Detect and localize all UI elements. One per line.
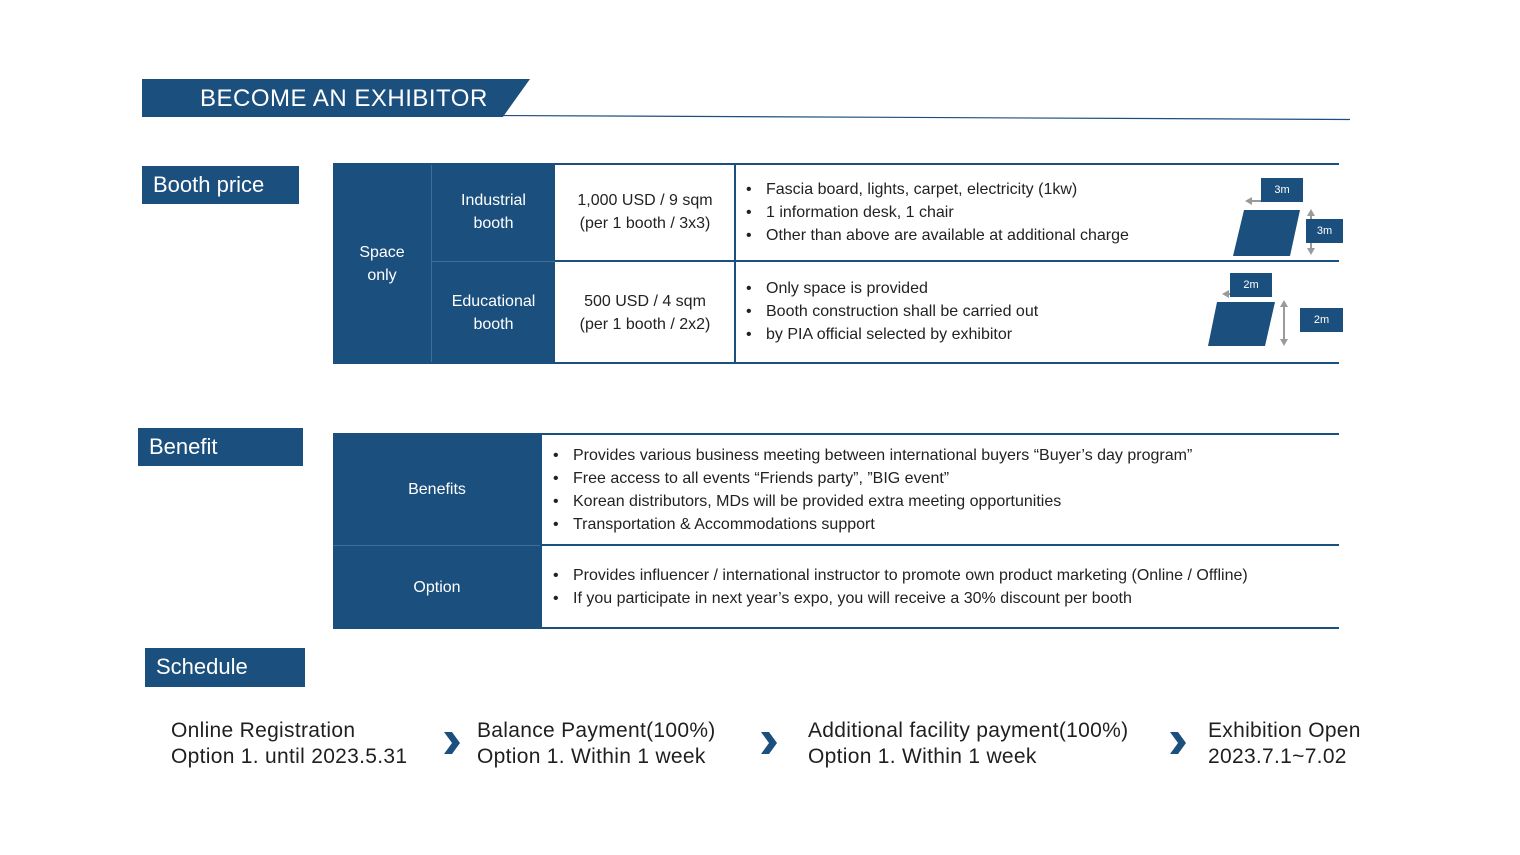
step-title: Exhibition Open [1208, 719, 1361, 742]
table-row-divider [541, 544, 1339, 546]
table-border-top [333, 163, 1339, 165]
space-only-cell: Space only [333, 163, 431, 364]
table-column-divider [540, 433, 542, 629]
schedule-step-registration [171, 718, 407, 770]
schedule-step-additional-payment [808, 718, 1128, 770]
step-detail: Option 1. until 2023.5.31 [171, 745, 408, 768]
section-label-booth-price: Booth price [142, 166, 299, 204]
step-title: Online Registration [171, 719, 356, 742]
dimension-tag-width: 2m [1230, 273, 1272, 297]
price-cell-educational [555, 261, 735, 364]
schedule-step-balance-payment [477, 718, 716, 770]
table-border-bottom [333, 627, 1339, 629]
section-label-benefit: Benefit [138, 428, 303, 466]
table-column-divider [734, 163, 736, 364]
table-border-top [333, 433, 1339, 435]
benefits-list [553, 444, 1192, 536]
depth-arrowhead-top [1280, 300, 1288, 307]
list-item: • Booth construction shall be carried out [746, 300, 1038, 323]
page-title: BECOME AN EXHIBITOR [200, 85, 488, 112]
price-value: 500 USD / 4 sqm [584, 292, 706, 310]
dimension-tag-depth: 2m [1300, 308, 1343, 332]
list-item: • Provides various business meeting between international buyers “Buyer’s day program” [553, 444, 1192, 467]
price-cell-industrial [555, 163, 735, 261]
dimension-tag-width: 3m [1261, 178, 1303, 202]
list-item: • Fascia board, lights, carpet, electricity (1kw) [746, 178, 1129, 201]
dimension-tag-depth: 3m [1306, 219, 1343, 243]
benefits-label-cell: Benefits [333, 433, 541, 545]
width-arrowhead [1222, 290, 1229, 298]
step-title: Balance Payment(100%) [477, 719, 716, 742]
price-note: (per 1 booth / 3x3) [579, 215, 711, 232]
booth-price-table [333, 163, 1339, 364]
step-detail: Option 1. Within 1 week [477, 745, 706, 768]
step-detail: 2023.7.1~7.02 [1208, 745, 1347, 768]
booth-type-industrial: Industrial booth [431, 163, 555, 261]
schedule-step-exhibition-open [1208, 718, 1361, 770]
depth-arrowhead-bottom [1280, 339, 1288, 346]
table-row-divider [555, 260, 1339, 262]
list-item: • Provides influencer / international instructor to promote own product marketing (Online / Offline) [553, 564, 1248, 587]
step-title: Additional facility payment(100%) [808, 719, 1129, 742]
booth-type-educational: Educational booth [431, 261, 555, 364]
section-label-schedule: Schedule [145, 648, 305, 687]
chevron-right-icon [442, 731, 462, 755]
benefit-table [333, 433, 1339, 629]
depth-arrowhead-top [1307, 209, 1315, 216]
chevron-right-icon [1168, 731, 1188, 755]
list-item: • 1 information desk, 1 chair [746, 201, 1129, 224]
chevron-right-icon [759, 731, 779, 755]
list-item: • Transportation & Accommodations support [553, 513, 1192, 536]
booth-floor-shape [1233, 210, 1300, 256]
table-border-bottom [333, 362, 1339, 364]
option-list [553, 564, 1248, 610]
width-arrowhead [1245, 197, 1252, 205]
list-item: • Other than above are available at additional charge [746, 224, 1129, 247]
step-detail: Option 1. Within 1 week [808, 745, 1037, 768]
list-item: • by PIA official selected by exhibitor [746, 323, 1038, 346]
list-item: • Only space is provided [746, 277, 1038, 300]
list-item: • Korean distributors, MDs will be provided extra meeting opportunities [553, 490, 1192, 513]
depth-arrowhead-bottom [1307, 248, 1315, 255]
details-list-industrial [746, 178, 1129, 247]
list-item: • If you participate in next year’s expo, you will receive a 30% discount per booth [553, 587, 1248, 610]
price-value: 1,000 USD / 9 sqm [577, 192, 713, 209]
details-list-educational [746, 277, 1038, 346]
list-item: • Free access to all events “Friends party”, ”BIG event” [553, 467, 1192, 490]
price-note: (per 1 booth / 2x2) [579, 315, 711, 333]
title-underline [500, 114, 1350, 122]
option-label-cell: Option [333, 545, 541, 629]
booth-floor-shape [1208, 302, 1275, 346]
